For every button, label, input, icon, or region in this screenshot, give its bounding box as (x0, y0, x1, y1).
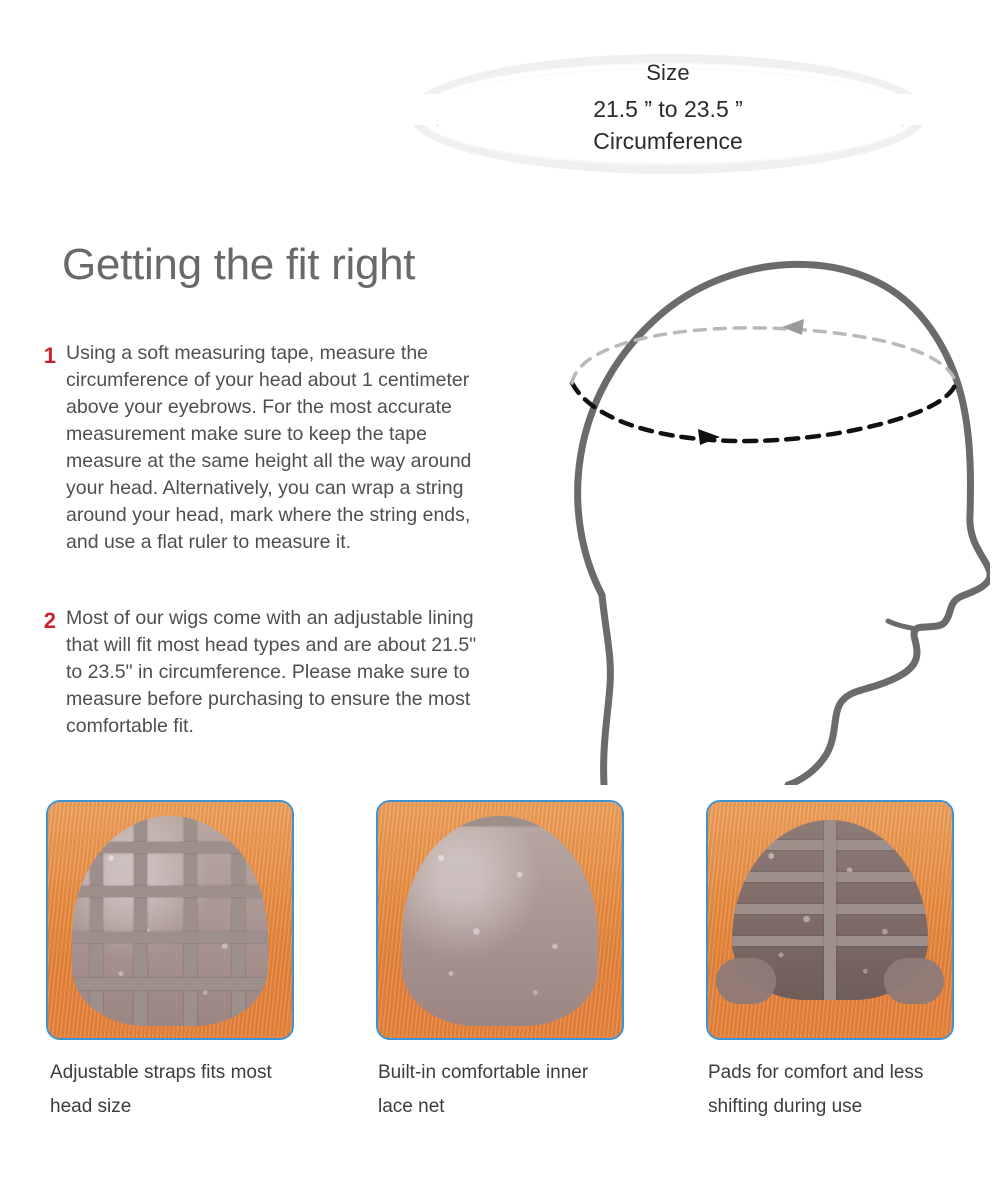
strap (72, 978, 268, 990)
strap (824, 820, 836, 1000)
head-profile-illustration (520, 215, 990, 785)
feature-card-adjustable-straps (46, 800, 294, 1160)
step-number-1: 1 (43, 343, 56, 368)
page-title: Getting the fit right (62, 240, 416, 289)
wig-cap-graphic (402, 816, 598, 1026)
step-number-2: 2 (43, 608, 56, 633)
feature-card-list (0, 800, 1000, 1160)
step-text-1: Using a soft measuring tape, measure the circumference of your head about 1 centimeter above your eyebrows. For the most accurate measurement make sure to keep the tape measure at the same height all the way around your head. Alternatively, you can wrap a string around your head, mark where the string ends, and use a flat ruler to measure it. (66, 342, 472, 553)
strap (72, 932, 268, 943)
circumference-label: Circumference (593, 128, 743, 154)
feature-image-inner-lace-net (376, 800, 624, 1040)
cap-edge-band (402, 816, 598, 826)
feature-image-adjustable-straps (46, 800, 294, 1040)
feature-caption-comfort-pads: Pads for comfort and less shifting during use (708, 1062, 924, 1117)
size-measurement-label: 21.5 ” to 23.5 ” (408, 94, 928, 125)
instruction-step-2 (30, 605, 490, 740)
lace-net-graphic (402, 816, 598, 1026)
tape-direction-arrow-back (782, 319, 804, 335)
feature-card-inner-lace-net (376, 800, 624, 1160)
strap (72, 842, 268, 853)
strap (72, 886, 268, 897)
feature-caption-adjustable-straps: Adjustable straps fits most head size (50, 1062, 272, 1117)
feature-caption-inner-lace-net: Built-in comfortable inner lace net (378, 1062, 589, 1117)
feature-card-comfort-pads (706, 800, 954, 1160)
instruction-step-1 (30, 340, 490, 556)
comfort-pad (716, 958, 776, 1004)
feature-image-comfort-pads (706, 800, 954, 1040)
tape-direction-arrow-front (698, 429, 720, 445)
step-text-2: Most of our wigs come with an adjustable lining that will fit most head types and are about 21.5" to 23.5" in circumference. Please make sure to measure before purchasing to ensure the most comfortable fit. (66, 607, 477, 737)
size-label: Size (646, 60, 690, 85)
comfort-pad (884, 958, 944, 1004)
size-diagram (408, 48, 928, 188)
wig-cap-graphic (72, 816, 268, 1026)
